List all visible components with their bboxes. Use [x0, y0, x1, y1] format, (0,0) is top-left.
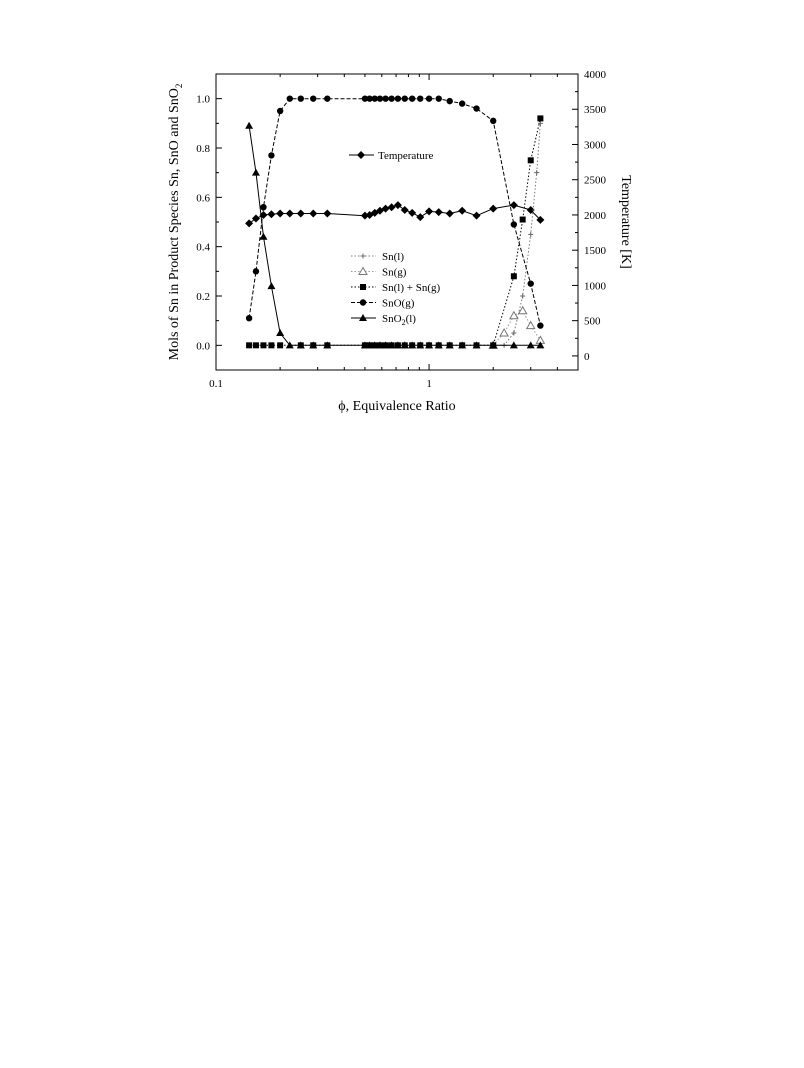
- y2-tick-label: 500: [584, 315, 601, 328]
- series-sn-g: [489, 307, 544, 349]
- series-sn-g-point: [500, 329, 508, 336]
- series-sno-g-point: [459, 100, 465, 106]
- legend-entry: [351, 313, 416, 327]
- series-sno-g-point: [402, 95, 408, 101]
- legend-entry: [351, 298, 415, 310]
- legend-entry-label-sub: 2: [401, 318, 406, 327]
- series-temperature-point: [473, 212, 481, 220]
- legend-temperature: [349, 150, 434, 162]
- y2-tick-label: 3000: [584, 139, 606, 152]
- y2-tick-label: 1500: [584, 245, 606, 258]
- series-sno-g-point: [511, 221, 517, 227]
- legend-entry-marker: [360, 284, 366, 290]
- legends: [349, 150, 440, 327]
- legend-entry-label: Sn(l) + Sn(g): [382, 282, 441, 294]
- series-sno-g-point: [426, 95, 432, 101]
- y2-tick-label: 2000: [584, 209, 606, 222]
- legend-temperature-marker: [357, 151, 365, 159]
- legend-entry-marker: [361, 254, 366, 259]
- legend-entry-label: Sn(l): [382, 251, 404, 263]
- series-temperature-point: [276, 210, 284, 218]
- series-sno2-l-point: [267, 282, 275, 289]
- legend-entry-label: [382, 313, 416, 327]
- series-temperature-point: [435, 208, 443, 216]
- series-layer: [245, 95, 544, 348]
- y-tick-label: 0.8: [196, 143, 210, 155]
- series-sno-g-point: [324, 95, 330, 101]
- series-sno-g-point: [268, 152, 274, 158]
- series-sno-g-point: [382, 95, 388, 101]
- series-temperature-point: [267, 210, 275, 218]
- series-sno-g-point: [287, 95, 293, 101]
- series-sno-g-point: [310, 95, 316, 101]
- y2-tick-label: 0: [584, 350, 590, 363]
- series-sn-l-sn-g-point: [511, 273, 517, 279]
- series-sno-g-point: [377, 95, 383, 101]
- series-temperature-point: [458, 207, 466, 215]
- legend-entry-label: SnO(g): [382, 297, 415, 310]
- legend-entry-label-main: SnO: [382, 313, 402, 325]
- series-sno-g-point: [388, 95, 394, 101]
- series-sno-g-point: [473, 105, 479, 111]
- y-tick-label: 1.0: [196, 93, 210, 106]
- series-sn-l-sn-g-point: [253, 342, 259, 348]
- series-temperature-point: [446, 210, 454, 218]
- series-sno-g-point: [447, 98, 453, 104]
- legend-entry-label: Sn(g): [382, 266, 407, 279]
- ticks: [196, 69, 606, 390]
- series-sn-g-point: [519, 307, 527, 314]
- series-temperature-point: [388, 203, 396, 211]
- x-tick-label: 1: [426, 378, 432, 390]
- series-temperature-point: [286, 210, 294, 218]
- series-sno-g-point: [246, 315, 252, 321]
- series-sn-l-sn-g-point: [520, 217, 526, 223]
- series-temperature-point: [401, 206, 409, 214]
- y-tick-label: 0.6: [196, 192, 210, 205]
- series-sn-g-point: [510, 312, 518, 319]
- series-sn-g-point: [527, 322, 535, 329]
- series-sno-g-point: [298, 95, 304, 101]
- y-axis-label-main: Mols of Sn in Product Species Sn, SnO and SnO: [167, 88, 182, 361]
- legend-entry: [351, 251, 404, 263]
- series-temperature-point: [416, 213, 424, 221]
- legend-entry: [351, 282, 440, 294]
- series-temperature-point: [489, 205, 497, 213]
- y2-tick-label: 2500: [584, 174, 606, 187]
- y-axis-label-sub: 2: [174, 83, 184, 89]
- series-sn-l-sn-g-point: [277, 342, 283, 348]
- series-sn-l-point: [511, 331, 516, 336]
- series-sno-g-point: [490, 118, 496, 124]
- series-sno-g-point: [277, 108, 283, 114]
- y-tick-label: 0.0: [196, 340, 210, 353]
- series-temperature-point: [394, 201, 402, 209]
- series-sno-g-point: [395, 95, 401, 101]
- y2-tick-label: 4000: [584, 69, 606, 81]
- series-temperature-point: [309, 210, 317, 218]
- series-temperature: [245, 201, 544, 227]
- legend-entry-marker: [360, 299, 366, 305]
- series-temperature-point: [323, 210, 331, 218]
- series-temperature-point: [245, 219, 253, 227]
- y2-axis-label: Temperature [K]: [618, 175, 633, 269]
- series-sno-g-point: [528, 280, 534, 286]
- series-temperature-point: [408, 209, 416, 217]
- series-sn-l-point: [528, 232, 533, 237]
- series-sno2-l-point: [252, 169, 260, 176]
- series-sn-l-sn-g-point: [528, 157, 534, 163]
- y2-tick-label: 3500: [584, 104, 606, 117]
- y-tick-label: 0.2: [196, 291, 210, 303]
- series-sno-g-point: [537, 322, 543, 328]
- y-axis-label: [167, 84, 184, 361]
- series-sn-l-sn-g-point: [260, 342, 266, 348]
- series-sno-g-point: [409, 95, 415, 101]
- series-sn-l-sn-g-point: [246, 342, 252, 348]
- series-temperature-point: [425, 207, 433, 215]
- series-temperature-point: [252, 214, 260, 222]
- series-sn-l-point: [520, 294, 525, 299]
- series-sn-l-sn-g-point: [537, 115, 543, 121]
- series-sno2-l-point: [276, 329, 284, 336]
- series-sn-l-point: [534, 170, 539, 175]
- x-axis-label: ϕ, Equivalence Ratio: [338, 399, 456, 414]
- y-tick-label: 0.4: [196, 241, 210, 254]
- series-sno-g-point: [417, 95, 423, 101]
- legend-entry: [351, 267, 407, 279]
- y2-tick-label: 1000: [584, 280, 606, 293]
- x-tick-label: 0.1: [209, 378, 223, 390]
- series-sn-l-sn-g-point: [268, 342, 274, 348]
- series-sno-g-point: [436, 95, 442, 101]
- series-sno-g-point: [253, 268, 259, 274]
- series-sno2-l-point: [245, 122, 253, 129]
- series-temperature-point: [297, 210, 305, 218]
- legend-temperature-label: Temperature: [378, 150, 434, 162]
- legend-entry-label-rest: (l): [405, 313, 416, 325]
- series-sno-g-point: [260, 204, 266, 210]
